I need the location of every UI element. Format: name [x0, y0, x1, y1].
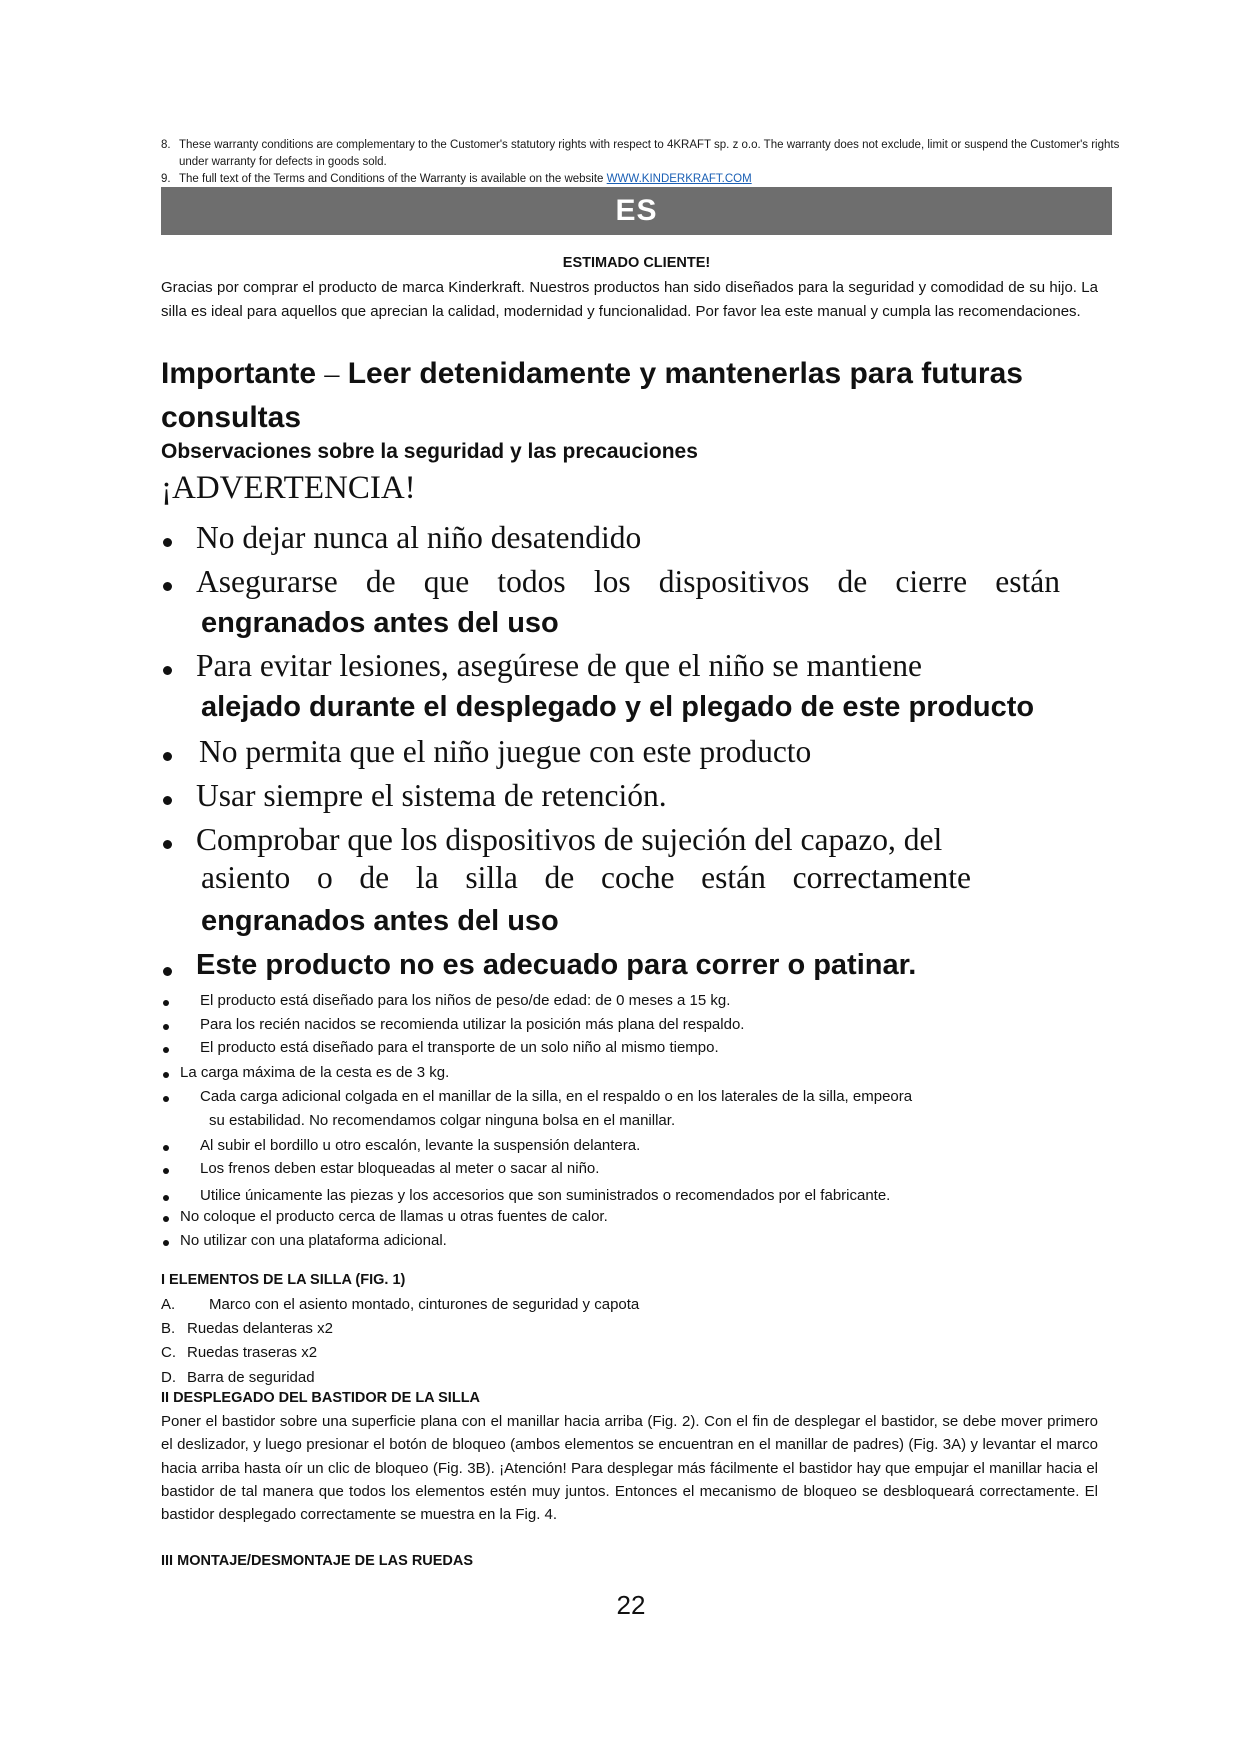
bullet-icon: [163, 1072, 169, 1078]
warning-text: asiento o de la silla de coche están correctamente: [201, 860, 971, 895]
warranty-item-8-number: 8.: [161, 139, 171, 151]
list-item: [161, 1344, 318, 1361]
important-dash: –: [324, 357, 340, 390]
bullet-icon: [163, 1168, 169, 1174]
warning-heading: ¡ADVERTENCIA!: [161, 470, 416, 506]
safety-heading: Observaciones sobre la seguridad y las precauciones: [161, 440, 698, 463]
warning-text: Comprobar que los dispositivos de sujeción del capazo, del: [196, 822, 943, 857]
list-item-letter: B.: [161, 1320, 176, 1337]
list-item: [161, 1296, 640, 1313]
bullet-icon: [163, 1240, 169, 1246]
warranty-item-9-text: The full text of the Terms and Conditions of the Warranty is available on the website: [179, 173, 604, 185]
warning-text: Usar siempre el sistema de retención.: [196, 778, 667, 813]
language-code: ES: [615, 194, 658, 227]
warning-text-bold: Este producto no es adecuado para correr o patinar.: [196, 949, 917, 981]
bullet-icon: [163, 582, 172, 591]
bullet-icon: [163, 1096, 169, 1102]
warning-text: Para evitar lesiones, asegúrese de que el niño se mantiene: [196, 648, 922, 683]
note-text: Cada carga adicional colgada en el manillar de la silla, en el respaldo o en los laterales de la silla, empeora: [200, 1088, 913, 1105]
list-item-letter: D.: [161, 1369, 176, 1386]
list-item-letter: A.: [161, 1296, 176, 1313]
important-heading: [161, 352, 1121, 440]
warning-text-bold: alejado durante el desplegado y el plegado de este producto: [201, 691, 1035, 723]
warranty-item-9-number: 9.: [161, 173, 171, 185]
bullet-icon: [163, 967, 172, 976]
note-text: El producto está diseñado para los niños de peso/de edad: de 0 meses a 15 kg.: [200, 992, 731, 1009]
warning-text: Asegurarse de que todos los dispositivos de cierre están: [196, 564, 1060, 599]
warranty-item-8: [161, 137, 1126, 171]
note-text: El producto está diseñado para el transporte de un solo niño al mismo tiempo.: [200, 1039, 719, 1056]
language-bar: [161, 187, 1112, 235]
bullet-icon: [163, 1024, 169, 1030]
greeting-text: Gracias por comprar el producto de marca Kinderkraft. Nuestros productos han sido diseñados para la seguridad y comodidad de su hijo. La silla es ideal para aquellos que aprecian la calidad, modernidad y funcionalidad. Por favor lea este manual y cumpla las recomendaciones.: [161, 279, 1098, 320]
bullet-icon: [163, 752, 172, 761]
warranty-item-9-text-wrap: [179, 171, 1124, 188]
important-prefix: Importante: [161, 357, 317, 390]
list-item-text: Marco con el asiento montado, cinturones de seguridad y capota: [209, 1296, 640, 1313]
warning-text-bold: engranados antes del uso: [201, 607, 559, 639]
important-suffix: Leer detenidamente y mantenerlas para futuras consultas: [161, 357, 1023, 434]
bullet-icon: [163, 1145, 169, 1151]
note-text: No utilizar con una plataforma adicional.: [180, 1232, 447, 1249]
list-item-text: Barra de seguridad: [187, 1369, 315, 1386]
page-number: 22: [616, 1590, 646, 1620]
section-paragraph: Poner el bastidor sobre una superficie plana con el manillar hacia arriba (Fig. 2). Con el fin de desplegar el bastidor, se debe mover primero el deslizador, y luego presionar el botón de bloqueo (ambos elementos se encuentran en el manillar de padres) (Fig. 3A) y levantar el marco hacia arriba hasta oír un clic de bloqueo (Fig. 3B). ¡Atención! Para desplegar más fácilmente el bastidor hay que empujar el manillar hacia el bastidor de tal manera que todos los elementos estén muy juntos. Entonces el mecanismo de bloqueo se desbloqueará correctamente. El bastidor desplegado correctamente se muestra en la Fig. 4.: [161, 1413, 1098, 1524]
kinderkraft-website-link[interactable]: WWW.KINDERKRAFT.COM: [606, 173, 752, 185]
warranty-item-9: [161, 171, 1126, 188]
warning-text: No permita que el niño juegue con este producto: [199, 734, 812, 769]
list-item-letter: C.: [161, 1344, 176, 1361]
bullet-icon: [163, 666, 172, 675]
bullet-icon: [163, 840, 172, 849]
section-title: I ELEMENTOS DE LA SILLA (FIG. 1): [161, 1272, 406, 1288]
bullet-icon: [163, 1047, 169, 1053]
greeting-title: ESTIMADO CLIENTE!: [562, 255, 711, 271]
warning-text-bold: engranados antes del uso: [201, 905, 559, 937]
list-item-text: Ruedas delanteras x2: [187, 1320, 333, 1337]
section-title: III MONTAJE/DESMONTAJE DE LAS RUEDAS: [161, 1553, 474, 1569]
warning-text: No dejar nunca al niño desatendido: [196, 520, 642, 555]
note-text: Los frenos deben estar bloqueadas al meter o sacar al niño.: [200, 1160, 600, 1177]
bullet-icon: [163, 1195, 169, 1201]
note-text: Utilice únicamente las piezas y los accesorios que son suministrados o recomendados por el fabricante.: [200, 1187, 891, 1204]
section-title: II DESPLEGADO DEL BASTIDOR DE LA SILLA: [161, 1390, 481, 1406]
bullet-icon: [163, 1000, 169, 1006]
note-text: Al subir el bordillo u otro escalón, levante la suspensión delantera.: [200, 1137, 641, 1154]
list-item: [161, 1320, 333, 1337]
bullet-icon: [163, 796, 172, 805]
note-text: La carga máxima de la cesta es de 3 kg.: [180, 1064, 450, 1081]
bullet-icon: [163, 538, 172, 547]
note-text: su estabilidad. No recomendamos colgar ninguna bolsa en el manillar.: [209, 1112, 676, 1129]
warranty-item-8-text: These warranty conditions are complementary to the Customer's statutory rights with respect to 4KRAFT sp. z o.o. The warranty does not exclude, limit or suspend the Customer's rights under warranty for defects in goods sold.: [179, 139, 1120, 168]
list-item: [161, 1369, 315, 1386]
list-item-text: Ruedas traseras x2: [187, 1344, 318, 1361]
bullet-icon: [163, 1216, 169, 1222]
note-text: No coloque el producto cerca de llamas u otras fuentes de calor.: [180, 1208, 608, 1225]
note-text: Para los recién nacidos se recomienda utilizar la posición más plana del respaldo.: [200, 1016, 745, 1033]
